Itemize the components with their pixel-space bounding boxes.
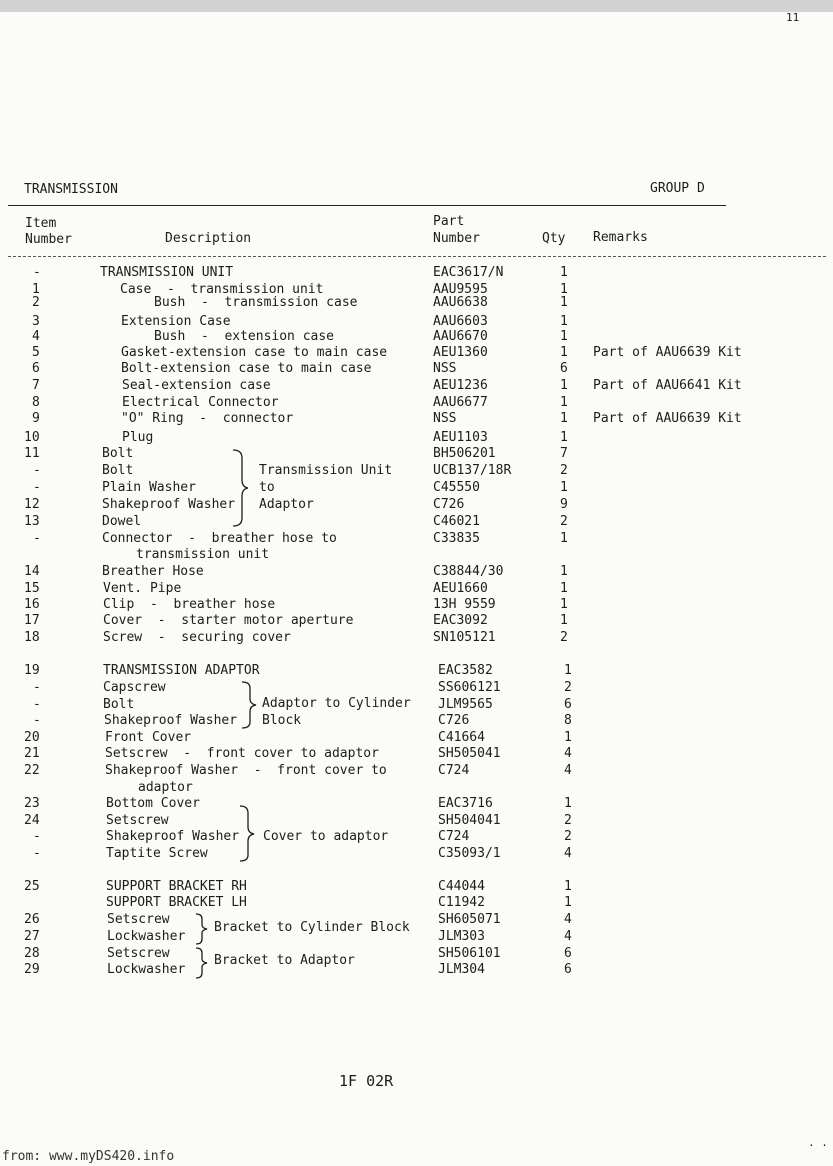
part-number-cell: SN105121 xyxy=(433,630,496,645)
header-part-1: Part xyxy=(433,214,465,229)
part-number-cell: C46021 xyxy=(433,514,480,529)
qty-cell: 1 xyxy=(560,282,568,297)
item-number-cell: 3 xyxy=(32,314,40,329)
qty-cell: 8 xyxy=(564,713,572,728)
part-number-cell: SH605071 xyxy=(438,912,501,927)
brace-bracket-to-adaptor xyxy=(194,946,212,980)
qty-cell: 1 xyxy=(560,411,568,426)
header-qty: Qty xyxy=(542,231,566,246)
description-cell: Bottom Cover xyxy=(106,796,200,811)
description-cell: Shakeproof Washer xyxy=(104,713,238,728)
item-number-cell: 23 xyxy=(24,796,40,811)
part-number-cell: C33835 xyxy=(433,531,480,546)
header-rule-bottom xyxy=(8,256,826,257)
item-number-cell: 18 xyxy=(24,630,40,645)
item-number-cell: - xyxy=(33,265,41,280)
item-number-cell: 15 xyxy=(24,581,40,596)
qty-cell: 1 xyxy=(560,265,568,280)
part-number-cell: C44044 xyxy=(438,879,485,894)
part-number-cell: AEU1660 xyxy=(433,581,488,596)
item-number-cell: - xyxy=(33,713,41,728)
brace-unit-to-adaptor xyxy=(230,448,252,530)
section-title: TRANSMISSION xyxy=(24,182,118,197)
description-cell: Setscrew - front cover to adaptor xyxy=(105,746,379,761)
qty-cell: 2 xyxy=(560,463,568,478)
item-number-cell: 19 xyxy=(24,663,40,678)
description-cell: Dowel xyxy=(102,514,142,529)
qty-cell: 2 xyxy=(560,514,568,529)
remarks-cell: Part of AAU6641 Kit xyxy=(593,378,742,393)
qty-cell: 2 xyxy=(564,680,572,695)
item-number-cell: 28 xyxy=(24,946,40,961)
qty-cell: 1 xyxy=(564,663,572,678)
item-number-cell: 17 xyxy=(24,613,40,628)
qty-cell: 7 xyxy=(560,446,568,461)
item-number-cell: - xyxy=(33,480,41,495)
qty-cell: 1 xyxy=(560,581,568,596)
part-number-cell: C35093/1 xyxy=(438,846,501,861)
qty-cell: 1 xyxy=(564,879,572,894)
item-number-cell: 25 xyxy=(24,879,40,894)
description-cell: Shakeproof Washer - front cover to xyxy=(105,763,387,778)
note-bracket-to-block: Bracket to Cylinder Block xyxy=(214,920,410,935)
description-cell: Taptite Screw xyxy=(106,846,208,861)
part-number-cell: NSS xyxy=(433,361,457,376)
description-cell: Setscrew xyxy=(106,813,169,828)
part-number-cell: AEU1236 xyxy=(433,378,488,393)
item-number-cell: 8 xyxy=(32,395,40,410)
part-number-cell: AAU6670 xyxy=(433,329,488,344)
brace-cover-to-adaptor xyxy=(234,803,256,863)
part-number-cell: AAU6638 xyxy=(433,295,488,310)
part-number-cell: AAU9595 xyxy=(433,282,488,297)
note-cover-to-adaptor: Cover to adaptor xyxy=(263,829,389,844)
description-cell: Clip - breather hose xyxy=(103,597,276,612)
page-code: 1F 02R xyxy=(339,1072,394,1090)
description-cell: Gasket-extension case to main case xyxy=(121,345,388,360)
item-number-cell: 6 xyxy=(32,361,40,376)
corner-dots: · · xyxy=(808,1139,828,1152)
header-remarks: Remarks xyxy=(593,230,648,245)
item-number-cell: 20 xyxy=(24,730,40,745)
item-number-cell: 21 xyxy=(24,746,40,761)
qty-cell: 6 xyxy=(564,962,572,977)
qty-cell: 4 xyxy=(564,912,572,927)
item-number-cell: - xyxy=(33,463,41,478)
item-number-cell: 22 xyxy=(24,763,40,778)
qty-cell: 9 xyxy=(560,497,568,512)
description-cell: Shakeproof Washer xyxy=(106,829,240,844)
part-number-cell: SS606121 xyxy=(438,680,501,695)
part-number-cell: C11942 xyxy=(438,895,485,910)
part-number-cell: BH506201 xyxy=(433,446,496,461)
description-cell: adaptor xyxy=(138,780,193,795)
part-number-cell: C724 xyxy=(438,763,470,778)
qty-cell: 1 xyxy=(560,531,568,546)
description-cell: TRANSMISSION ADAPTOR xyxy=(103,663,260,678)
part-number-cell: C41664 xyxy=(438,730,485,745)
description-cell: Bolt-extension case to main case xyxy=(121,361,372,376)
description-cell: Extension Case xyxy=(121,314,231,329)
header-item-1: Item xyxy=(25,216,57,231)
part-number-cell: AAU6677 xyxy=(433,395,488,410)
part-number-cell: C724 xyxy=(438,829,470,844)
part-number-cell: C45550 xyxy=(433,480,480,495)
source-footer: from: www.myDS420.info xyxy=(2,1149,175,1164)
part-number-cell: C726 xyxy=(438,713,470,728)
description-cell: Seal-extension case xyxy=(122,378,271,393)
qty-cell: 1 xyxy=(564,796,572,811)
qty-cell: 1 xyxy=(560,613,568,628)
item-number-cell: 27 xyxy=(24,929,40,944)
item-number-cell: 2 xyxy=(32,295,40,310)
description-cell: Plain Washer xyxy=(102,480,196,495)
qty-cell: 4 xyxy=(564,746,572,761)
qty-cell: 1 xyxy=(560,314,568,329)
item-number-cell: 4 xyxy=(32,329,40,344)
part-number-cell: EAC3582 xyxy=(438,663,493,678)
part-number-cell: EAC3092 xyxy=(433,613,488,628)
description-cell: SUPPORT BRACKET LH xyxy=(106,895,247,910)
description-cell: Bolt xyxy=(103,697,135,712)
description-cell: Cover - starter motor aperture xyxy=(103,613,354,628)
header-description: Description xyxy=(165,231,252,246)
description-cell: Plug xyxy=(122,430,154,445)
description-cell: Case - transmission unit xyxy=(120,282,324,297)
item-number-cell: - xyxy=(33,846,41,861)
item-number-cell: 14 xyxy=(24,564,40,579)
part-number-cell: AAU6603 xyxy=(433,314,488,329)
part-number-cell: SH506101 xyxy=(438,946,501,961)
item-number-cell: - xyxy=(33,697,41,712)
description-cell: Lockwasher xyxy=(107,929,186,944)
qty-cell: 1 xyxy=(560,345,568,360)
qty-cell: 1 xyxy=(564,730,572,745)
item-number-cell: 24 xyxy=(24,813,40,828)
description-cell: "O" Ring - connector xyxy=(121,411,294,426)
part-number-cell: SH504041 xyxy=(438,813,501,828)
qty-cell: 1 xyxy=(560,378,568,393)
item-number-cell: - xyxy=(33,531,41,546)
part-number-cell: NSS xyxy=(433,411,457,426)
brace-adaptor-to-block xyxy=(240,680,262,730)
description-cell: TRANSMISSION UNIT xyxy=(100,265,234,280)
part-number-cell: C38844/30 xyxy=(433,564,504,579)
description-cell: Bush - transmission case xyxy=(154,295,358,310)
part-number-cell: JLM303 xyxy=(438,929,485,944)
item-number-cell: 12 xyxy=(24,497,40,512)
header-item-2: Number xyxy=(25,232,72,247)
qty-cell: 2 xyxy=(564,813,572,828)
description-cell: Bolt xyxy=(102,463,134,478)
item-number-cell: 10 xyxy=(24,430,40,445)
item-number-cell: 1 xyxy=(32,282,40,297)
description-cell: Setscrew xyxy=(107,946,170,961)
qty-cell: 6 xyxy=(564,697,572,712)
scan-top-border xyxy=(0,0,833,12)
item-number-cell: 7 xyxy=(32,378,40,393)
part-number-cell: SH505041 xyxy=(438,746,501,761)
note-adaptor-to-cylinder: Adaptor to Cylinder xyxy=(262,696,411,711)
description-cell: Bush - extension case xyxy=(154,329,335,344)
qty-cell: 4 xyxy=(564,846,572,861)
note-to: to xyxy=(259,480,275,495)
item-number-cell: 9 xyxy=(32,411,40,426)
description-cell: Capscrew xyxy=(103,680,166,695)
note-transmission-unit: Transmission Unit xyxy=(259,463,393,478)
description-cell: Vent. Pipe xyxy=(103,581,182,596)
description-cell: Shakeproof Washer xyxy=(102,497,236,512)
qty-cell: 6 xyxy=(564,946,572,961)
qty-cell: 2 xyxy=(560,630,568,645)
description-cell: Lockwasher xyxy=(107,962,186,977)
part-number-cell: AEU1360 xyxy=(433,345,488,360)
part-number-cell: 13H 9559 xyxy=(433,597,496,612)
note-block: Block xyxy=(262,713,302,728)
header-part-2: Number xyxy=(433,231,480,246)
item-number-cell: 16 xyxy=(24,597,40,612)
qty-cell: 1 xyxy=(560,295,568,310)
part-number-cell: EAC3617/N xyxy=(433,265,504,280)
brace-bracket-to-block xyxy=(194,912,212,946)
description-cell: SUPPORT BRACKET RH xyxy=(106,879,247,894)
page-mark: 11 xyxy=(786,11,800,24)
header-rule-top xyxy=(8,205,726,206)
item-number-cell: - xyxy=(33,829,41,844)
description-cell: Breather Hose xyxy=(102,564,204,579)
description-cell: Front Cover xyxy=(105,730,192,745)
qty-cell: 1 xyxy=(560,597,568,612)
part-number-cell: C726 xyxy=(433,497,465,512)
description-cell: Screw - securing cover xyxy=(103,630,291,645)
qty-cell: 1 xyxy=(560,329,568,344)
remarks-cell: Part of AAU6639 Kit xyxy=(593,345,742,360)
part-number-cell: AEU1103 xyxy=(433,430,488,445)
group-label: GROUP D xyxy=(650,181,705,196)
part-number-cell: UCB137/18R xyxy=(433,463,512,478)
description-cell: transmission unit xyxy=(136,547,270,562)
part-number-cell: EAC3716 xyxy=(438,796,493,811)
part-number-cell: JLM304 xyxy=(438,962,485,977)
description-cell: Electrical Connector xyxy=(122,395,279,410)
description-cell: Bolt xyxy=(102,446,134,461)
qty-cell: 2 xyxy=(564,829,572,844)
item-number-cell: 26 xyxy=(24,912,40,927)
item-number-cell: 5 xyxy=(32,345,40,360)
qty-cell: 1 xyxy=(560,395,568,410)
qty-cell: 1 xyxy=(560,480,568,495)
part-number-cell: JLM9565 xyxy=(438,697,493,712)
item-number-cell: 13 xyxy=(24,514,40,529)
qty-cell: 1 xyxy=(564,895,572,910)
qty-cell: 6 xyxy=(560,361,568,376)
description-cell: Connector - breather hose to xyxy=(102,531,337,546)
qty-cell: 4 xyxy=(564,929,572,944)
qty-cell: 4 xyxy=(564,763,572,778)
item-number-cell: 29 xyxy=(24,962,40,977)
item-number-cell: 11 xyxy=(24,446,40,461)
item-number-cell: - xyxy=(33,680,41,695)
description-cell: Setscrew xyxy=(107,912,170,927)
note-bracket-to-adaptor: Bracket to Adaptor xyxy=(214,953,355,968)
qty-cell: 1 xyxy=(560,430,568,445)
qty-cell: 1 xyxy=(560,564,568,579)
note-adaptor: Adaptor xyxy=(259,497,314,512)
remarks-cell: Part of AAU6639 Kit xyxy=(593,411,742,426)
